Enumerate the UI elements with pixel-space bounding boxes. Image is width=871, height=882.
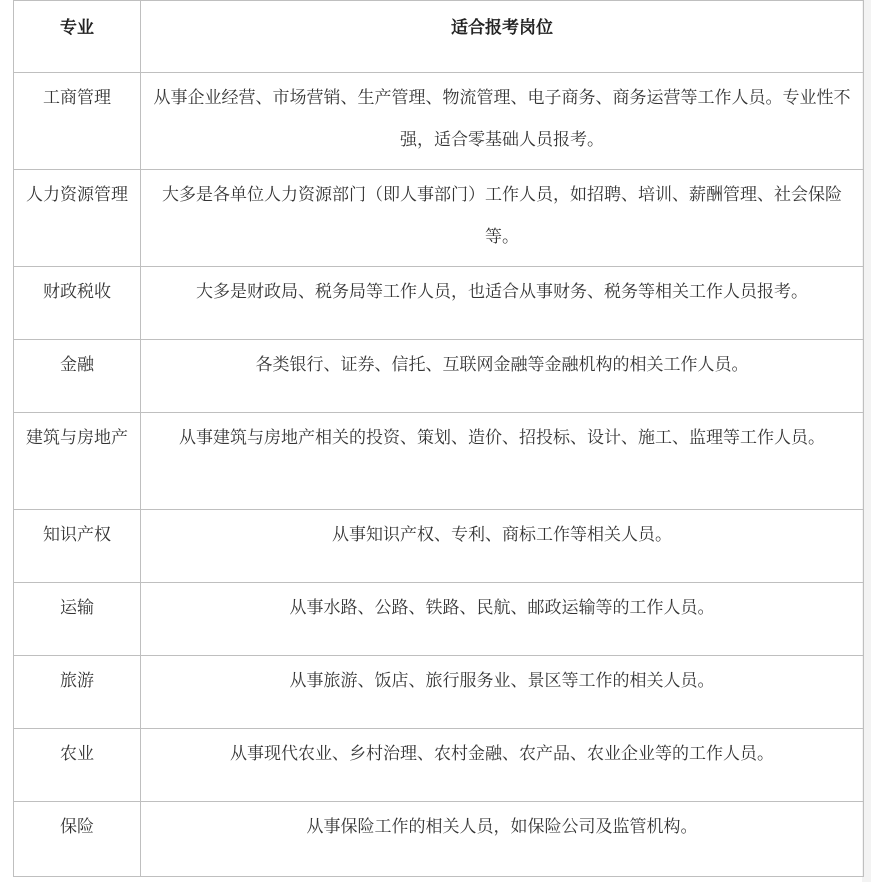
table-row bbox=[14, 583, 864, 656]
major-cell: 农业 bbox=[14, 729, 141, 802]
table-row bbox=[14, 413, 864, 510]
positions-cell: 从事企业经营、市场营销、生产管理、物流管理、电子商务、商务运营等工作人员。专业性不强，适合零基础人员报考。 bbox=[141, 73, 864, 170]
table-header-row bbox=[14, 1, 864, 73]
positions-cell: 各类银行、证券、信托、互联网金融等金融机构的相关工作人员。 bbox=[141, 340, 864, 413]
major-cell: 工商管理 bbox=[14, 73, 141, 170]
major-cell: 旅游 bbox=[14, 656, 141, 729]
table-row bbox=[14, 170, 864, 267]
major-cell: 建筑与房地产 bbox=[14, 413, 141, 510]
table-row bbox=[14, 729, 864, 802]
positions-cell: 大多是财政局、税务局等工作人员，也适合从事财务、税务等相关工作人员报考。 bbox=[141, 267, 864, 340]
table-row bbox=[14, 656, 864, 729]
major-cell: 保险 bbox=[14, 802, 141, 877]
major-cell: 财政税收 bbox=[14, 267, 141, 340]
major-cell: 运输 bbox=[14, 583, 141, 656]
table-row bbox=[14, 267, 864, 340]
major-cell: 知识产权 bbox=[14, 510, 141, 583]
positions-cell: 从事保险工作的相关人员，如保险公司及监管机构。 bbox=[141, 802, 864, 877]
positions-cell: 从事现代农业、乡村治理、农村金融、农产品、农业企业等的工作人员。 bbox=[141, 729, 864, 802]
positions-cell: 从事知识产权、专利、商标工作等相关人员。 bbox=[141, 510, 864, 583]
majors-table bbox=[13, 0, 864, 877]
table-row bbox=[14, 340, 864, 413]
positions-cell: 从事旅游、饭店、旅行服务业、景区等工作的相关人员。 bbox=[141, 656, 864, 729]
table-row bbox=[14, 802, 864, 877]
table-row bbox=[14, 510, 864, 583]
positions-cell: 大多是各单位人力资源部门（即人事部门）工作人员，如招聘、培训、薪酬管理、社会保险等。 bbox=[141, 170, 864, 267]
positions-cell: 从事建筑与房地产相关的投资、策划、造价、招投标、设计、施工、监理等工作人员。 bbox=[141, 413, 864, 510]
major-cell: 金融 bbox=[14, 340, 141, 413]
major-cell: 人力资源管理 bbox=[14, 170, 141, 267]
header-major: 专业 bbox=[14, 1, 141, 73]
positions-cell: 从事水路、公路、铁路、民航、邮政运输等的工作人员。 bbox=[141, 583, 864, 656]
header-positions: 适合报考岗位 bbox=[141, 1, 864, 73]
table-row bbox=[14, 73, 864, 170]
